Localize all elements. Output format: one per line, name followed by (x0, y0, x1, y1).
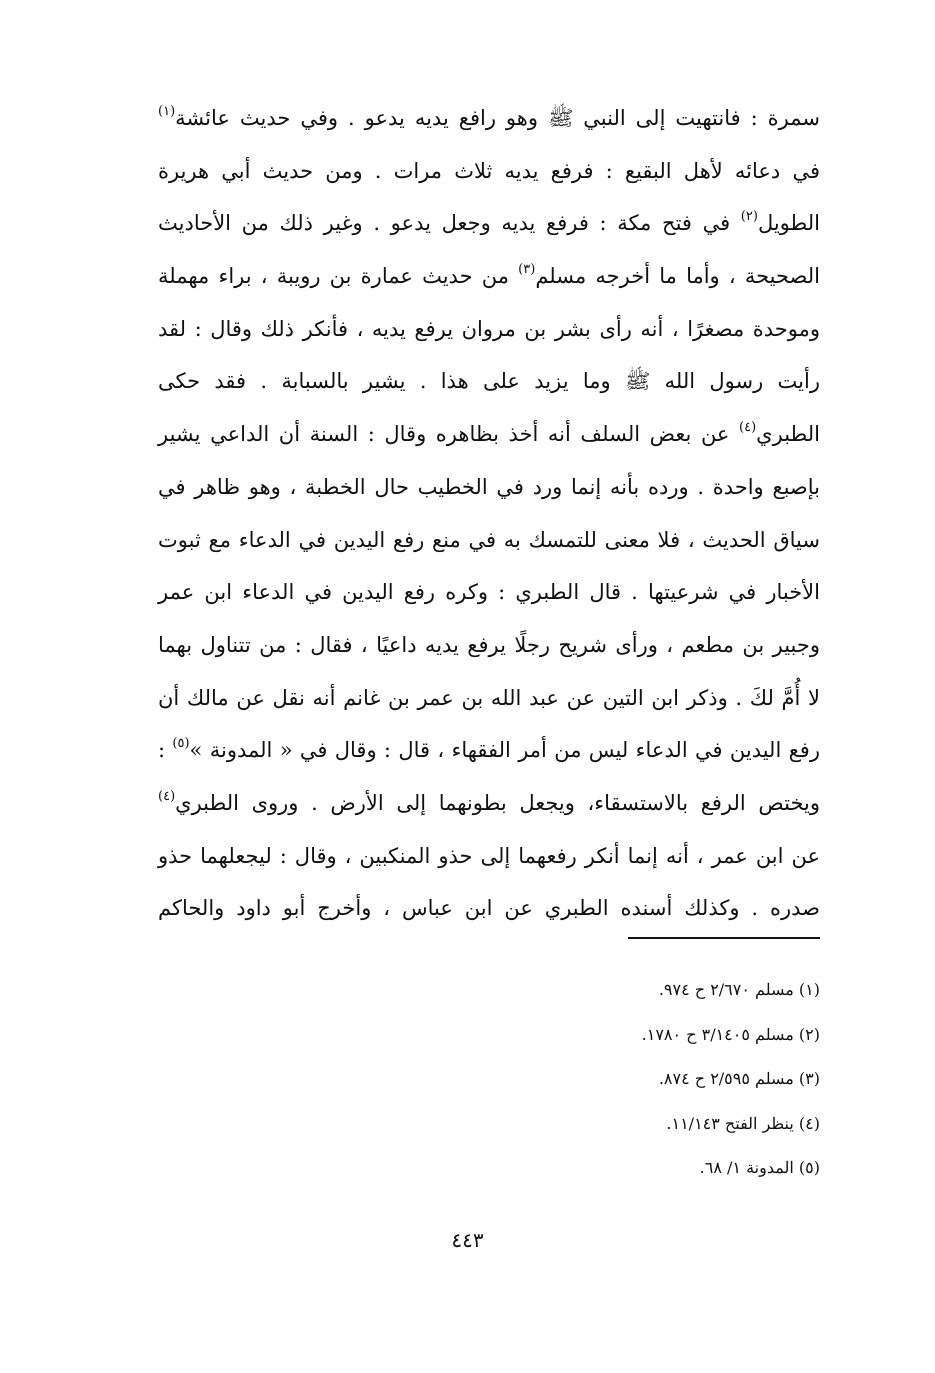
text-segment: : (158, 738, 173, 763)
footnote-marker: (٤) (739, 420, 757, 436)
text-line (158, 566, 820, 619)
footnote-separator (628, 937, 820, 939)
text-line (158, 724, 820, 777)
text-line (158, 145, 820, 198)
footnote-marker: (٤) (158, 788, 176, 804)
footnote-marker: (٥) (172, 736, 190, 752)
text-segment: سياق الحديث ، فلا معنى للتمسك به في منع رفع اليدين في الدعاء مع ثبوت (158, 527, 820, 552)
footnote: (٢) مسلم ٣/١٤٠٥ ح ١٧٨٠. (641, 1024, 820, 1044)
text-segment: وموحدة مصغرًا ، أنه رأى بشر بن مروان يرفع يديه ، فأنكر ذلك وقال : لقد (158, 316, 820, 341)
page-number: ٤٤٣ (451, 1228, 484, 1252)
main-text-block (158, 92, 820, 935)
text-segment: الأخبار في شرعيتها . قال الطبري : وكره رفع اليدين في الدعاء ابن عمر (158, 580, 820, 605)
text-segment: بإصبع واحدة . ورده بأنه إنما ورد في الخطيب حال الخطبة ، وهو ظاهر في (158, 474, 820, 499)
text-segment: صدره . وكذلك أسنده الطبري عن ابن عباس ، وأخرج أبو داود والحاكم (158, 896, 820, 921)
footnote: (٣) مسلم ٢/٥٩٥ ح ٨٧٤. (658, 1069, 820, 1088)
text-segment: في دعائه لأهل البقيع : فرفع يديه ثلاث مرات . ومن حديث أبي هريرة (158, 158, 820, 183)
footnotes-block (320, 968, 820, 1191)
text-segment: الطويل (757, 211, 820, 236)
text-segment: رفع اليدين في الدعاء ليس من أمر الفقهاء ، قال : وقال في « المدونة » (189, 738, 820, 763)
footnote: (٥) المدونة ١/ ٦٨. (699, 1158, 820, 1177)
text-segment: وجبير بن مطعم ، ورأى شريح رجلًا يرفع يديه داعيًا ، فقال : من تتناول بهما (158, 632, 820, 657)
text-segment: ويختص الرفع بالاستسقاء، ويجعل بطونهما إلى الأرض . وروى الطبري (175, 790, 820, 815)
text-line (158, 672, 820, 725)
text-line (158, 830, 820, 883)
text-line (158, 92, 820, 145)
text-line (158, 408, 820, 461)
text-line (158, 355, 820, 408)
text-line (158, 777, 820, 830)
text-segment: الطبري (756, 422, 820, 447)
text-segment: سمرة : فانتهيت إلى النبي ﷺ وهو رافع يديه يدعو . وفي حديث عائشة (175, 106, 820, 130)
text-line (158, 461, 820, 514)
footnote: (٤) ينظر الفتح ١١/١٤٣. (666, 1113, 820, 1133)
text-line (158, 514, 820, 567)
footnote-marker: (١) (158, 104, 176, 119)
text-segment: في فتح مكة : فرفع يديه وجعل يدعو . وغير ذلك من الأحاديث (158, 211, 741, 236)
text-line (158, 250, 820, 303)
footnote-marker: (٢) (740, 209, 758, 225)
text-segment: لا أُمَّ لكَ . وذكر ابن التين عن عبد الله بن عمر بن غانم أنه نقل عن مالك أن (158, 685, 820, 710)
text-segment: الصحيحة ، وأما ما أخرجه مسلم (535, 264, 820, 289)
text-line (158, 197, 820, 250)
text-line (158, 303, 820, 356)
text-segment: عن ابن عمر ، أنه إنما أنكر رفعهما إلى حذو المنكبين ، وقال : ليجعلهما حذو (158, 843, 820, 868)
footnote: (١) مسلم ٢/٦٧٠ ح ٩٧٤. (658, 980, 820, 999)
text-segment: من حديث عمارة بن رويبة ، براء مهملة (158, 264, 519, 289)
text-line (158, 619, 820, 672)
text-line (158, 882, 820, 935)
text-segment: عن بعض السلف أنه أخذ بظاهره وقال : السنة أن الداعي يشير (158, 422, 740, 447)
text-segment: رأيت رسول الله ﷺ وما يزيد على هذا . يشير بالسبابة . فقد حكى (158, 369, 820, 394)
footnote-marker: (٣) (518, 262, 536, 278)
